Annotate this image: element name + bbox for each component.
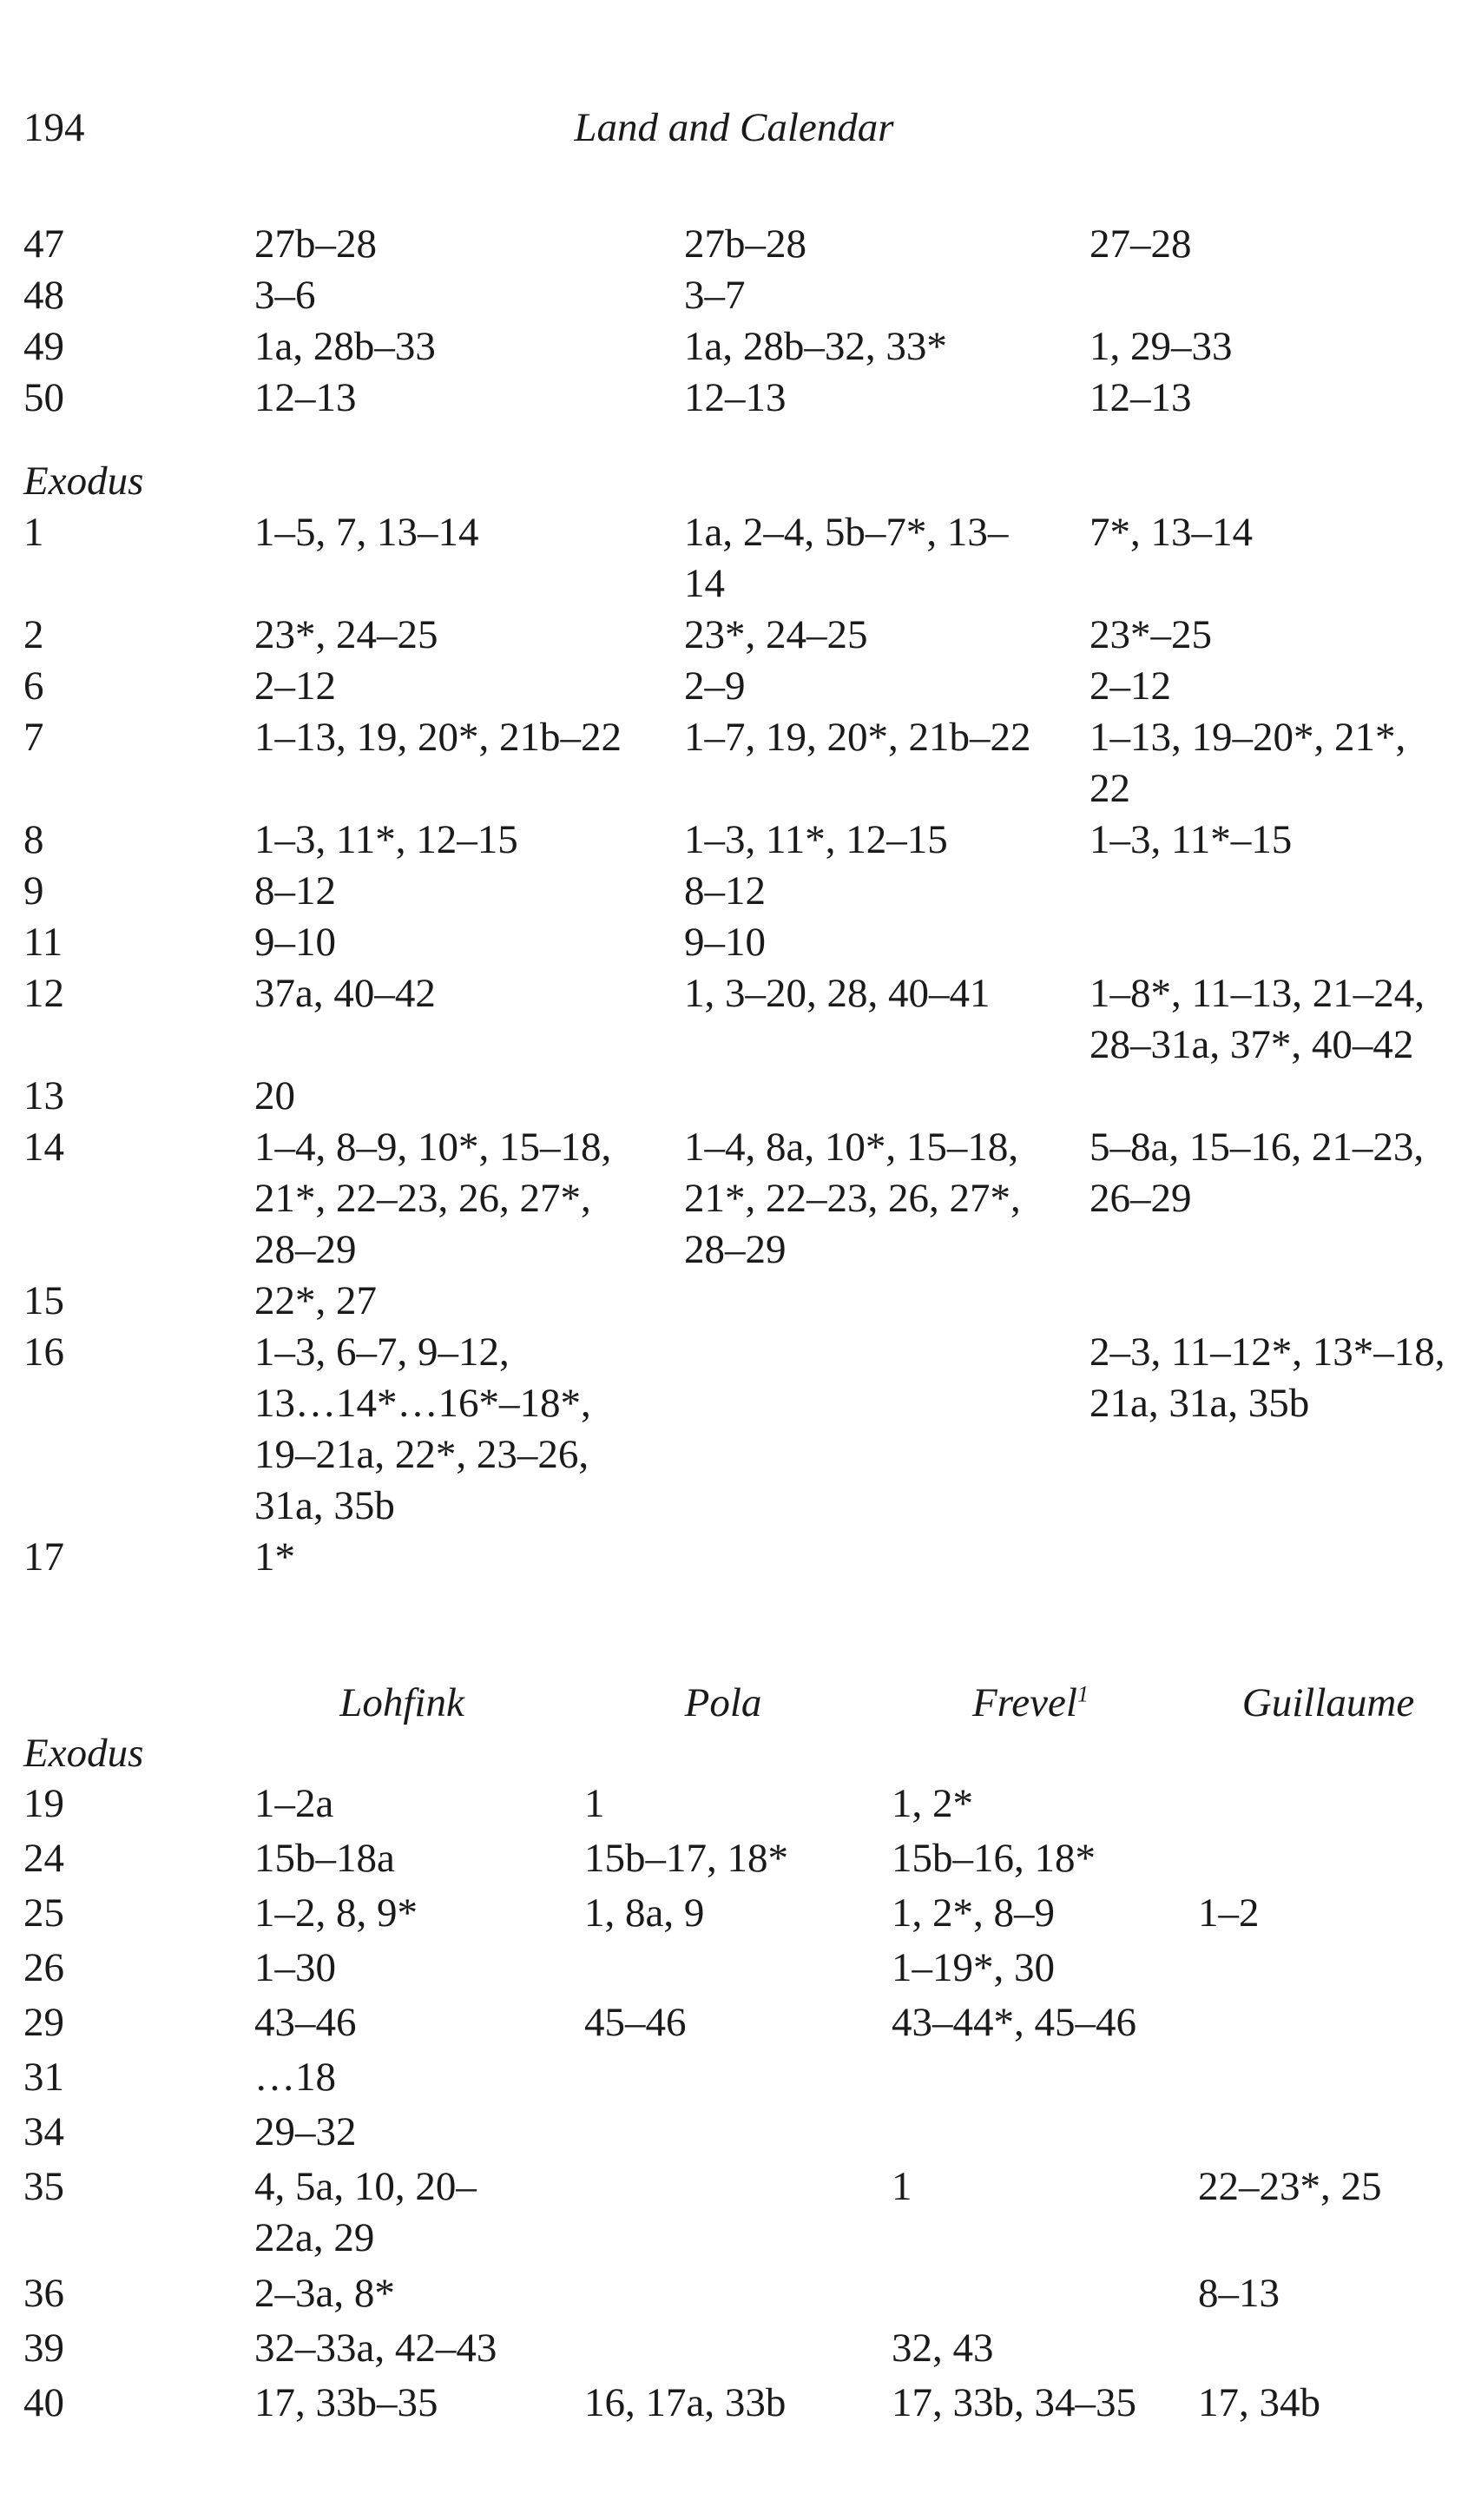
verse-line: 14 [684,561,725,606]
running-title: Land and Calendar [574,105,894,150]
verse-line: 43–44*, 45–46 [892,2000,1136,2045]
verse-cell [684,866,1057,917]
verse-line: 27b–28 [254,221,377,267]
verse-cell [1089,712,1458,815]
verse-line: 17, 34b [1198,2380,1320,2425]
verse-cell [254,1997,550,2048]
chapter-number: 1 [23,510,44,555]
verse-line: 2–9 [684,663,746,709]
chapter-number: 2 [23,612,44,657]
verse-line: 4, 5a, 10, 20– [254,2164,477,2209]
verse-line: 1–5, 7, 13–14 [254,510,479,555]
verse-line: 1–7, 19, 20*, 21b–22 [684,715,1031,760]
verse-line: 1, 2*, 8–9 [892,1890,1055,1936]
verse-cell [254,2378,550,2429]
verse-cell [254,1071,645,1122]
verse-cell [1198,1888,1458,1939]
verse-line: 1a, 28b–32, 33* [684,324,947,369]
verse-cell [254,661,645,712]
verse-line: 19–21a, 22*, 23–26, [254,1432,589,1477]
verse-line: 7*, 13–14 [1089,510,1253,555]
verse-cell [1198,2268,1458,2319]
verse-line: 22*, 27 [254,1278,377,1323]
chapter-number: 7 [23,715,44,760]
verse-cell [254,2107,550,2158]
verse-line: 1–4, 8a, 10*, 15–18, [684,1125,1019,1170]
verse-cell [254,1888,550,1939]
chapter-number: 47 [23,221,64,267]
verse-cell [254,270,645,321]
verse-line: 12–13 [254,375,357,420]
verse-cell [1198,2161,1458,2213]
verse-line: 21*, 22–23, 26, 27*, [684,1176,1021,1221]
verse-cell [684,373,1057,424]
verse-line: 28–29 [684,1227,787,1272]
verse-cell [1089,507,1458,558]
verse-line: 27b–28 [684,221,806,267]
verse-cell [254,219,645,270]
verse-cell [892,1943,1169,1994]
chapter-number: 50 [23,375,64,420]
chapter-number: 11 [23,920,63,965]
verse-line: 15b–16, 18* [892,1836,1096,1881]
verse-line: 8–12 [684,868,766,914]
verse-line: 26–29 [1089,1176,1192,1221]
verse-line: 32–33a, 42–43 [254,2325,497,2371]
verse-cell [254,2268,550,2319]
verse-line: 1a, 2–4, 5b–7*, 13– [684,510,1009,555]
verse-cell [684,321,1057,373]
verse-line: 15b–18a [254,1836,395,1881]
chapter-number: 25 [23,1890,64,1936]
verse-line: 16, 17a, 33b [584,2380,787,2425]
verse-cell [584,1888,862,1939]
chapter-number: 15 [23,1278,64,1323]
verse-cell [254,2161,550,2264]
verse-line: 1, 8a, 9 [584,1890,705,1936]
verse-line: 21a, 31a, 35b [1089,1381,1310,1426]
verse-cell [254,373,645,424]
chapter-number: 35 [23,2164,64,2209]
chapter-number: 31 [23,2055,64,2100]
verse-line: 1–30 [254,1945,336,1990]
chapter-number: 17 [23,1534,64,1580]
verse-cell [584,1833,862,1884]
chapter-number: 49 [23,324,64,369]
verse-cell [254,321,645,373]
verse-cell [684,712,1057,763]
verse-line: 1–8*, 11–13, 21–24, [1089,971,1425,1016]
verse-cell [254,1833,550,1884]
verse-cell [684,968,1057,1019]
verse-line: 22 [1089,766,1130,811]
verse-cell [684,507,1057,610]
verse-cell [892,2323,1169,2374]
verse-line: 28–31a, 37*, 40–42 [1089,1022,1414,1067]
section-heading-exodus: Exodus [23,458,144,504]
column-header-frevel [892,1678,1169,1729]
verse-cell [254,2052,550,2103]
verse-line: 1–2, 8, 9* [254,1890,418,1936]
verse-cell [684,1122,1057,1276]
verse-cell [1089,968,1458,1071]
chapter-number: 26 [23,1945,64,1990]
verse-line: 1–3, 6–7, 9–12, [254,1329,510,1375]
verse-line: 15b–17, 18* [584,1836,788,1881]
verse-line: 1a, 28b–33 [254,324,436,369]
verse-line: 1–19*, 30 [892,1945,1055,1990]
verse-line: 1–2 [1198,1890,1260,1936]
verse-line: 12–13 [1089,375,1192,420]
verse-line: 8–13 [1198,2271,1280,2316]
chapter-number: 19 [23,1781,64,1826]
verse-cell [584,2378,862,2429]
verse-cell [892,1778,1169,1830]
chapter-number: 9 [23,868,44,914]
verse-line: 1* [254,1534,295,1580]
verse-line: 32, 43 [892,2325,994,2371]
verse-cell [1089,321,1458,373]
verse-cell [1089,373,1458,424]
verse-cell [1089,661,1458,712]
verse-cell [892,1888,1169,1939]
verse-line: 3–7 [684,273,746,318]
verse-line: 17, 33b, 34–35 [892,2380,1136,2425]
section-heading-exodus-lower: Exodus [23,1731,144,1776]
verse-line: 22–23*, 25 [1198,2164,1382,2209]
verse-line: 27–28 [1089,221,1192,267]
verse-line: 1–3, 11*, 12–15 [684,817,948,862]
verse-cell [1089,1327,1458,1429]
verse-cell [584,1997,862,2048]
verse-line: 1–4, 8–9, 10*, 15–18, [254,1125,612,1170]
verse-line: 1–13, 19, 20*, 21b–22 [254,715,622,760]
verse-line: 23*, 24–25 [254,612,438,657]
verse-cell [254,1276,645,1327]
verse-line: 28–29 [254,1227,357,1272]
column-header-lohfink: Lohfink [339,1680,464,1725]
verse-line: 1 [892,2164,912,2209]
verse-line: 2–12 [254,663,336,709]
verse-line: 5–8a, 15–16, 21–23, [1089,1125,1425,1170]
verse-line: 1, 3–20, 28, 40–41 [684,971,991,1016]
column-header-guillaume: Guillaume [1241,1680,1415,1725]
verse-cell [1089,1122,1458,1224]
verse-cell [254,1943,550,1994]
verse-line: 1–13, 19–20*, 21*, [1089,715,1406,760]
verse-line: 13…14*…16*–18*, [254,1381,591,1426]
chapter-number: 40 [23,2380,64,2425]
chapter-number: 8 [23,817,44,862]
verse-line: 9–10 [684,920,766,965]
verse-cell [254,1122,645,1276]
verse-line: 29–32 [254,2109,357,2154]
frevel-label: Frevel [972,1680,1077,1725]
column-header-pola: Pola [684,1680,762,1725]
verse-cell [254,2323,550,2374]
verse-line: 1–3, 11*–15 [1089,817,1293,862]
chapter-number: 16 [23,1329,64,1375]
verse-cell [892,1833,1169,1884]
verse-line: 12–13 [684,375,787,420]
verse-cell [254,1778,550,1830]
verse-line: 37a, 40–42 [254,971,436,1016]
verse-cell [684,815,1057,866]
verse-cell [254,712,645,763]
verse-line: 3–6 [254,273,316,318]
verse-line: 2–3, 11–12*, 13*–18, [1089,1329,1445,1375]
verse-cell [1089,219,1458,270]
verse-line: 2–12 [1089,663,1171,709]
verse-cell [684,219,1057,270]
chapter-number: 24 [23,1836,64,1881]
verse-line: 9–10 [254,920,336,965]
verse-line: …18 [254,2055,336,2100]
verse-cell [254,610,645,661]
verse-cell [254,866,645,917]
verse-cell [254,968,645,1019]
verse-cell [892,2161,1169,2213]
verse-line: 1–3, 11*, 12–15 [254,817,518,862]
verse-cell [684,270,1057,321]
verse-line: 20 [254,1073,295,1118]
chapter-number: 14 [23,1125,64,1170]
verse-line: 1, 29–33 [1089,324,1233,369]
chapter-number: 34 [23,2109,64,2154]
chapter-number: 13 [23,1073,64,1118]
chapter-number: 39 [23,2325,64,2371]
page-number: 194 [23,105,85,150]
verse-line: 1 [584,1781,605,1826]
verse-line: 1–2a [254,1781,334,1826]
verse-line: 21*, 22–23, 26, 27*, [254,1176,591,1221]
verse-cell [684,661,1057,712]
verse-line: 1, 2* [892,1781,973,1826]
verse-cell [684,610,1057,661]
verse-cell [1198,2378,1458,2429]
verse-cell [892,2378,1169,2429]
verse-cell [254,815,645,866]
verse-cell [684,917,1057,968]
verse-cell [892,1997,1169,2048]
verse-cell [1089,610,1458,661]
verse-cell [254,1532,645,1583]
verse-line: 2–3a, 8* [254,2271,395,2316]
verse-line: 23*–25 [1089,612,1212,657]
chapter-number: 29 [23,2000,64,2045]
chapter-number: 36 [23,2271,64,2316]
verse-line: 17, 33b–35 [254,2380,438,2425]
verse-line: 8–12 [254,868,336,914]
chapter-number: 12 [23,971,64,1016]
verse-cell [584,1778,862,1830]
verse-line: 23*, 24–25 [684,612,868,657]
verse-line: 22a, 29 [254,2215,375,2260]
chapter-number: 6 [23,663,44,709]
verse-line: 31a, 35b [254,1483,395,1528]
verse-line: 43–46 [254,2000,357,2045]
verse-cell [1089,815,1458,866]
footnote-marker: 1 [1076,1681,1089,1707]
verse-cell [254,507,645,558]
verse-cell [254,1327,645,1532]
verse-line: 45–46 [584,2000,687,2045]
chapter-number: 48 [23,273,64,318]
verse-cell [254,917,645,968]
